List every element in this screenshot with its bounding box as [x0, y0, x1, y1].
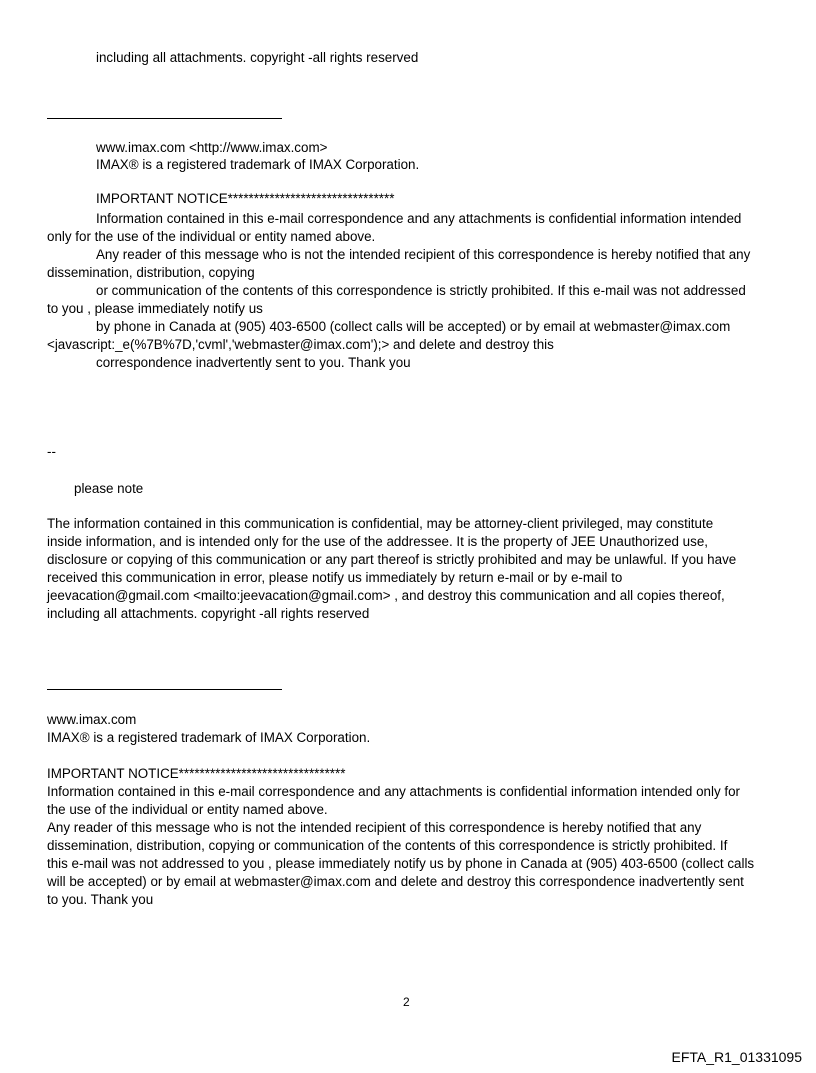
notice-line: will be accepted) or by email at webmaster@imax.com and delete and destroy this correspondence inadvertently sent [47, 874, 744, 889]
confidentiality-line: The information contained in this communication is confidential, may be attorney-client privileged, may constitute [47, 516, 714, 531]
document-id-footer: EFTA_R1_01331095 [671, 1049, 802, 1065]
confidentiality-line: including all attachments. copyright -all rights reserved [47, 606, 370, 621]
notice-line: Information contained in this e-mail correspondence and any attachments is confidential information intended only for [47, 784, 740, 799]
imax-website: www.imax.com [47, 712, 137, 727]
divider-upper [47, 118, 282, 119]
confidentiality-line: jeevacation@gmail.com <mailto:jeevacation@gmail.com> , and destroy this communication and all copies thereof, [47, 588, 725, 603]
notice-line: Any reader of this message who is not the intended recipient of this correspondence is hereby notified that any [96, 247, 751, 262]
notice-line: by phone in Canada at (905) 403-6500 (collect calls will be accepted) or by email at webmaster@imax.com [96, 319, 731, 334]
imax-trademark: IMAX® is a registered trademark of IMAX Corporation. [47, 730, 371, 745]
notice-line: dissemination, distribution, copying or communication of the contents of this correspondence is strictly prohibited. If [47, 838, 728, 853]
notice-line: to you , please immediately notify us [47, 301, 263, 316]
imax-trademark: IMAX® is a registered trademark of IMAX Corporation. [96, 157, 420, 172]
notice-line: Information contained in this e-mail correspondence and any attachments is confidential information intended [96, 211, 742, 226]
notice-line: correspondence inadvertently sent to you. Thank you [96, 355, 411, 370]
notice-line: <javascript:_e(%7B%7D,'cvml','webmaster@imax.com');> and delete and destroy this [47, 337, 554, 352]
notice-line: to you. Thank you [47, 892, 154, 907]
notice-heading: IMPORTANT NOTICE******************************** [47, 766, 346, 781]
notice-line: Any reader of this message who is not the intended recipient of this correspondence is hereby notified that any [47, 820, 702, 835]
signature-separator: -- [47, 444, 56, 459]
divider-lower [47, 689, 282, 690]
please-note: please note [74, 481, 144, 496]
page-number: 2 [403, 995, 410, 1009]
confidentiality-line: inside information, and is intended only for the use of the addressee. It is the property of JEE Unauthorized use, [47, 534, 708, 549]
confidentiality-line: disclosure or copying of this communication or any part thereof is strictly prohibited and may be unlawful. If you have [47, 552, 737, 567]
confidentiality-line: received this communication in error, please notify us immediately by return e-mail or by e-mail to [47, 570, 623, 585]
notice-line: the use of the individual or entity named above. [47, 802, 328, 817]
notice-line: dissemination, distribution, copying [47, 265, 255, 280]
imax-website-line: www.imax.com <http://www.imax.com> [96, 140, 328, 155]
notice-heading: IMPORTANT NOTICE******************************** [96, 191, 395, 206]
notice-line: this e-mail was not addressed to you , please immediately notify us by phone in Canada at (905) 403-6500 (collect calls [47, 856, 755, 871]
quoted-attachments-line: including all attachments. copyright -all rights reserved [96, 50, 419, 65]
notice-line: or communication of the contents of this correspondence is strictly prohibited. If this e-mail was not addressed [96, 283, 746, 298]
notice-line: only for the use of the individual or entity named above. [47, 229, 376, 244]
